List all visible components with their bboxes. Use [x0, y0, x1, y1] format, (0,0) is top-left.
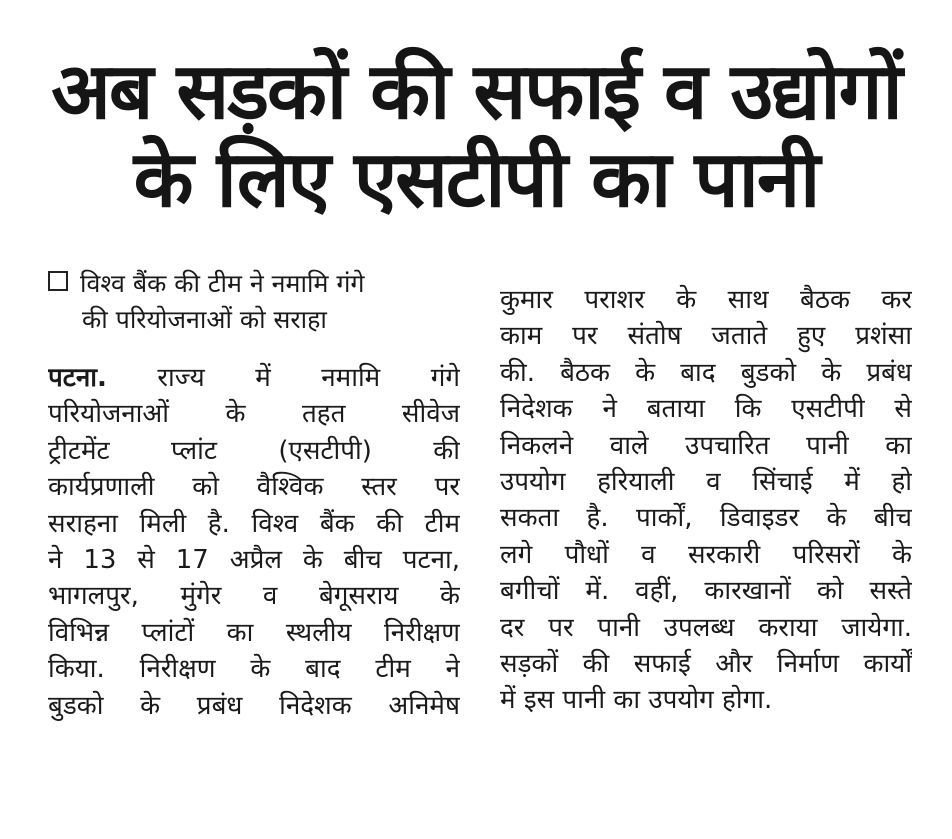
article-line — [48, 360, 460, 396]
article-line: कुमार पराशर के साथ बैठक कर — [500, 285, 912, 315]
article-line: लगे पौधों व सरकारी परिसरों के — [500, 539, 912, 570]
article-line: बगीचों में. वहीं, कारखानों को सस्ते — [500, 576, 912, 607]
bullet-square-icon — [48, 271, 68, 291]
article-line-text: राज्य में नमामि गंगे — [157, 363, 460, 393]
article-line: की. बैठक के बाद बुडको के प्रबंध — [500, 357, 912, 388]
headline — [20, 48, 932, 224]
article-line: निदेशक ने बताया कि एसटीपी से — [500, 394, 912, 425]
article-line: सड़कों की सफाई और निर्माण कार्यों — [500, 649, 912, 680]
article-line: सकता है. पार्कों, डिवाइडर के बीच — [500, 503, 912, 534]
article-line: कार्यप्रणाली को वैश्विक स्तर पर — [48, 472, 460, 503]
article-line: निकलने वाले उपचारित पानी का — [500, 430, 912, 461]
article-column-left — [48, 360, 460, 724]
article-line: भागलपुर, मुंगेर व बेगूसराय के — [48, 581, 460, 612]
article-line: परियोजनाओं के तहत सीवेज — [48, 399, 460, 430]
article-line: किया. निरीक्षण के बाद टीम ने — [48, 654, 460, 685]
subheadline-line-1: विश्व बैंक की टीम ने नमामि गंगे — [80, 269, 365, 298]
headline-line-2: के लिए एसटीपी का पानी — [133, 135, 819, 225]
article-column-right — [500, 282, 912, 719]
article-line: दर पर पानी उपलब्ध कराया जायेगा. — [500, 612, 912, 643]
article-line: बुडको के प्रबंध निदेशक अनिमेष — [48, 690, 460, 721]
subheadline-line-2: की परियोजनाओं को सराहा — [82, 305, 327, 334]
article-line: में इस पानी का उपयोग होगा. — [500, 685, 773, 716]
article-line: काम पर संतोष जताते हुए प्रशंसा — [500, 321, 912, 352]
article-line: सराहना मिली है. विश्व बैंक की टीम — [48, 508, 460, 539]
article-line: ट्रीटमेंट प्लांट (एसटीपी) की — [48, 435, 460, 466]
article-line: विभिन्न प्लांटों का स्थलीय निरीक्षण — [48, 617, 460, 648]
article-line: उपयोग हरियाली व सिंचाई में हो — [500, 467, 912, 498]
dateline: पटना. — [48, 363, 107, 393]
article-line: ने 13 से 17 अप्रैल के बीच पटना, — [48, 545, 460, 576]
subheadline — [48, 266, 468, 338]
headline-line-1: अब सड़कों की सफाई व उद्योगों — [51, 47, 901, 137]
